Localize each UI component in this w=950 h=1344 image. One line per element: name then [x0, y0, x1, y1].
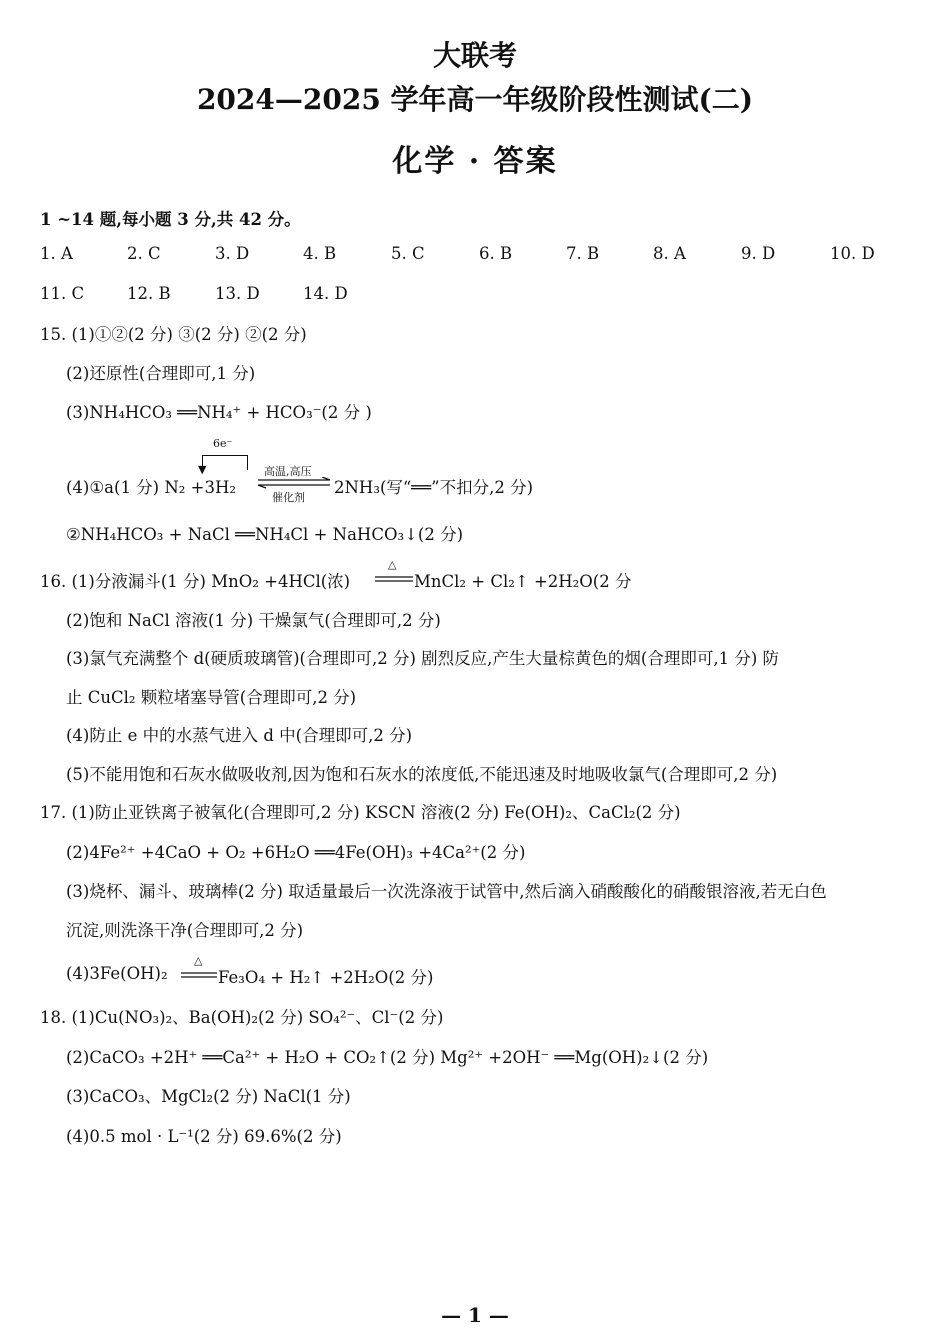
- answer-7: 7. B: [566, 244, 600, 263]
- q18-line-1: 18. (1)Cu(NO₃)₂、Ba(OH)₂(2 分) SO₄²⁻、Cl⁻(2 分): [40, 1008, 444, 1027]
- electron-transfer-bracket: [202, 455, 248, 470]
- answer-4: 4. B: [303, 244, 337, 263]
- answer-12: 12. B: [127, 284, 171, 303]
- q16-line-3: (3)氯气充满整个 d(硬质玻璃管)(合理即可,2 分) 剧烈反应,产生大量棕黄色的烟(合理即可,1 分) 防: [66, 649, 780, 668]
- reaction-condition-top: 高温,高压: [264, 465, 312, 478]
- q15-line-3: (3)NH₄HCO₃ ══NH₄⁺ + HCO₃⁻(2 分 ): [66, 403, 372, 422]
- answer-11: 11. C: [40, 284, 85, 303]
- answer-9: 9. D: [741, 244, 776, 263]
- answer-8: 8. A: [653, 244, 686, 263]
- answer-2: 2. C: [127, 244, 161, 263]
- heating-symbol-icon: △: [388, 558, 397, 571]
- exam-title: 2024—2025 学年高一年级阶段性测试(二): [196, 83, 754, 116]
- answer-10: 10. D: [830, 244, 875, 263]
- q15-line-4-left: (4)①a(1 分) N₂ +3H₂: [66, 478, 236, 497]
- q15-line-5: ②NH₄HCO₃ + NaCl ══NH₄Cl + NaHCO₃↓(2 分): [66, 525, 464, 544]
- exam-org-title: 大联考: [432, 39, 517, 72]
- heating-symbol-icon-2: △: [194, 954, 203, 967]
- q17-line-2: (2)4Fe²⁺ +4CaO + O₂ +6H₂O ══4Fe(OH)₃ +4Ca²⁺(2 分): [66, 843, 526, 862]
- q15-line-4-right: 2NH₃(写“══”不扣分,2 分): [334, 478, 534, 497]
- reaction-condition-bottom: 催化剂: [272, 491, 305, 504]
- answer-1: 1. A: [40, 244, 73, 263]
- answer-3: 3. D: [215, 244, 250, 263]
- reaction-equals-sign: [374, 575, 414, 583]
- answer-14: 14. D: [303, 284, 348, 303]
- q16-line-6: (5)不能用饱和石灰水做吸收剂,因为饱和石灰水的浓度低,不能迅速及时地吸收氯气(合理即可,2 分): [66, 765, 778, 784]
- q18-line-2: (2)CaCO₃ +2H⁺ ══Ca²⁺ + H₂O + CO₂↑(2 分) Mg²⁺ +2OH⁻ ══Mg(OH)₂↓(2 分): [66, 1048, 709, 1067]
- q15-line-1: 15. (1)①②(2 分) ③(2 分) ②(2 分): [40, 325, 307, 344]
- q17-line-5-right: Fe₃O₄ + H₂↑ +2H₂O(2 分): [218, 968, 434, 987]
- electron-arrow-icon: ▼: [198, 463, 207, 476]
- intro-text: 1 ~14 题,每小题 3 分,共 42 分。: [40, 210, 301, 229]
- q16-line-4: 止 CuCl₂ 颗粒堵塞导管(合理即可,2 分): [66, 688, 357, 707]
- q15-line-2: (2)还原性(合理即可,1 分): [66, 364, 256, 383]
- q17-line-4: 沉淀,则洗涤干净(合理即可,2 分): [66, 921, 304, 940]
- q16-line-1-left: 16. (1)分液漏斗(1 分) MnO₂ +4HCl(浓): [40, 572, 351, 591]
- electron-transfer-label: 6e⁻: [213, 437, 233, 450]
- q18-line-4: (4)0.5 mol · L⁻¹(2 分) 69.6%(2 分): [66, 1127, 342, 1146]
- q17-line-1: 17. (1)防止亚铁离子被氧化(合理即可,2 分) KSCN 溶液(2 分) Fe(OH)₂、CaCl₂(2 分): [40, 803, 681, 822]
- answer-13: 13. D: [215, 284, 260, 303]
- reaction-equals-sign-2: [180, 971, 218, 979]
- q17-line-5-left: (4)3Fe(OH)₂: [66, 964, 168, 983]
- answer-6: 6. B: [479, 244, 513, 263]
- q16-line-1-right: MnCl₂ + Cl₂↑ +2H₂O(2 分: [414, 572, 632, 591]
- q18-line-3: (3)CaCO₃、MgCl₂(2 分) NaCl(1 分): [66, 1087, 351, 1106]
- subject-title: 化学 · 答案: [392, 144, 558, 179]
- page-number: — 1 —: [441, 1303, 509, 1327]
- q16-line-2: (2)饱和 NaCl 溶液(1 分) 干燥氯气(合理即可,2 分): [66, 611, 441, 630]
- q17-line-3: (3)烧杯、漏斗、玻璃棒(2 分) 取适量最后一次洗涤液于试管中,然后滴入硝酸酸化的硝酸银溶液,若无白色: [66, 882, 827, 901]
- q16-line-5: (4)防止 e 中的水蒸气进入 d 中(合理即可,2 分): [66, 726, 413, 745]
- answer-5: 5. C: [391, 244, 425, 263]
- reversible-arrow-icon: [256, 477, 332, 489]
